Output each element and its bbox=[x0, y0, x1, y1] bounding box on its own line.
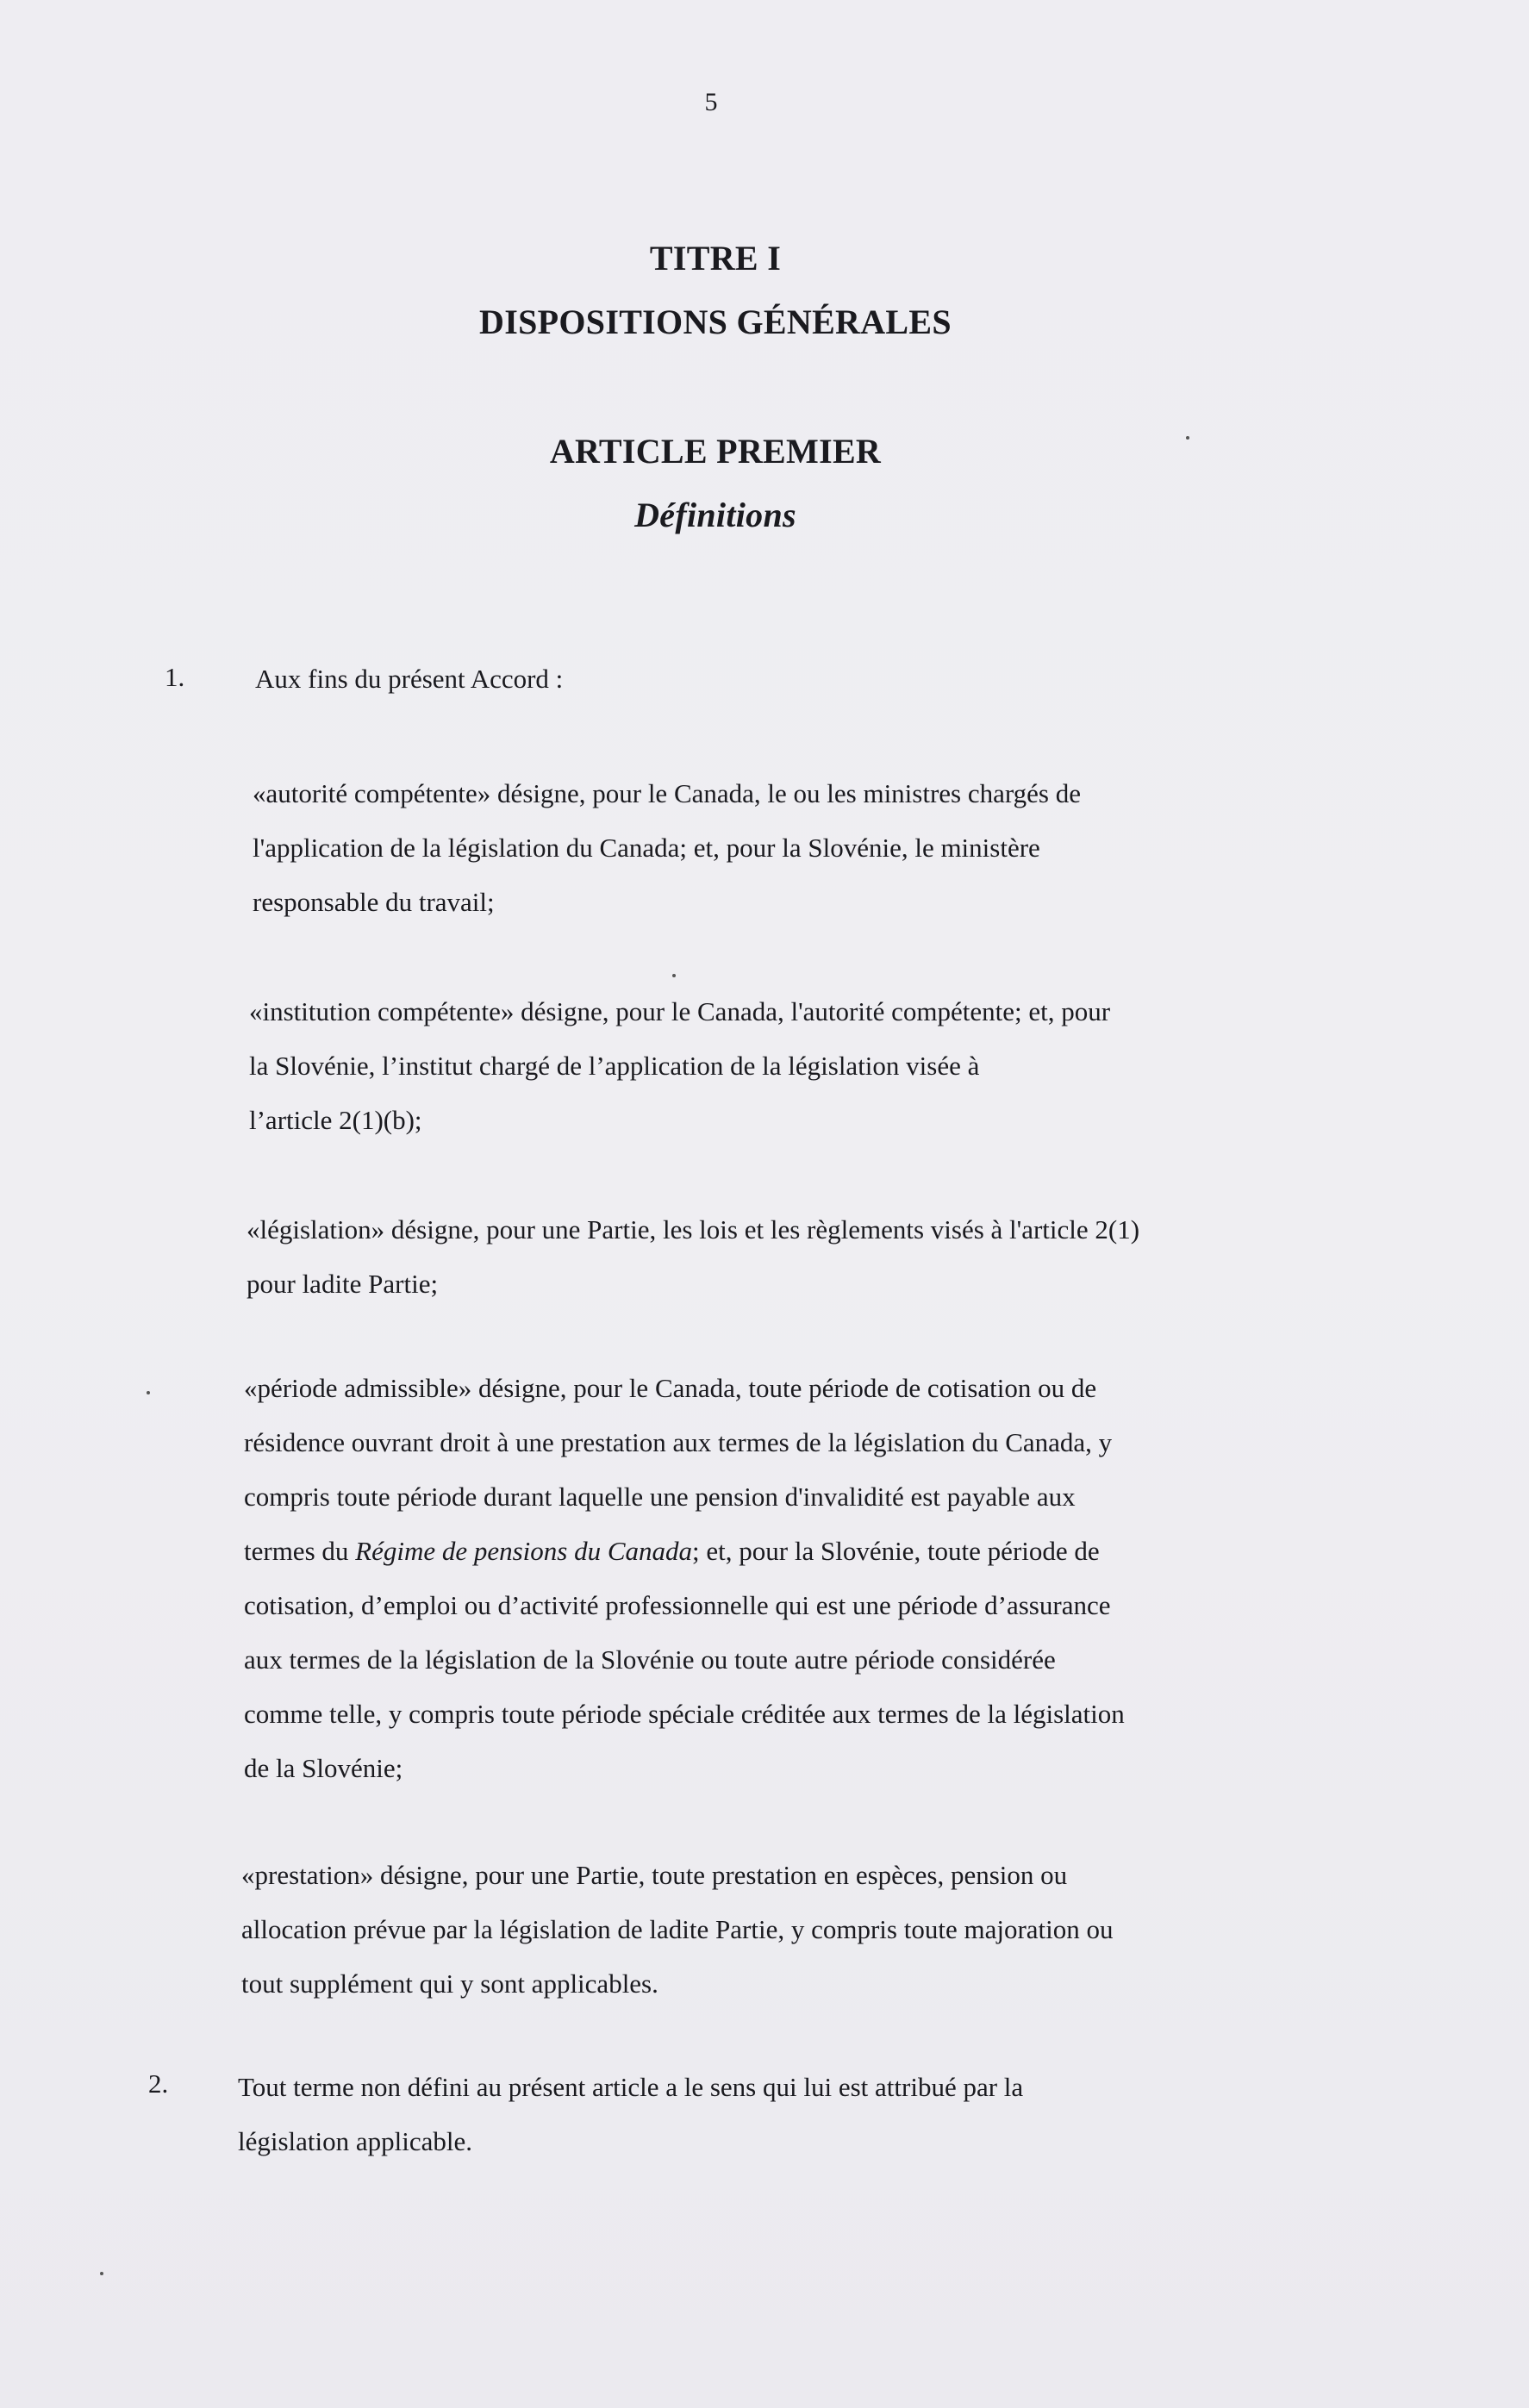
text-run: ; et, pour la Slovénie, toute période de bbox=[692, 1536, 1100, 1566]
text-run: termes du bbox=[244, 1536, 356, 1566]
paragraph-line: législation applicable. bbox=[238, 2126, 473, 2156]
definition-autorite-competente bbox=[253, 766, 1081, 929]
definition-line: comme telle, y compris toute période spéciale créditée aux termes de la législation bbox=[244, 1699, 1125, 1729]
definition-line: cotisation, d’emploi ou d’activité professionnelle qui est une période d’assurance bbox=[244, 1590, 1111, 1620]
definition-line: pour ladite Partie; bbox=[247, 1269, 439, 1299]
article-subtitle: Définitions bbox=[634, 496, 796, 534]
italic-statute-name: Régime de pensions du Canada bbox=[355, 1536, 693, 1566]
definition-line: «autorité compétente» désigne, pour le Canada, le ou les ministres chargés de bbox=[253, 778, 1081, 808]
definition-line: «législation» désigne, pour une Partie, les lois et les règlements visés à l'article 2(1) bbox=[247, 1214, 1140, 1245]
scan-speck bbox=[100, 2272, 103, 2275]
page-number: 5 bbox=[704, 88, 718, 116]
paragraph-1-intro: Aux fins du présent Accord : bbox=[255, 664, 564, 694]
definition-line: responsable du travail; bbox=[253, 887, 495, 917]
title-subheading: DISPOSITIONS GÉNÉRALES bbox=[479, 303, 952, 341]
definition-line: allocation prévue par la législation de ladite Partie, y compris toute majoration ou bbox=[241, 1914, 1114, 1944]
scan-speck bbox=[672, 974, 676, 977]
scan-speck bbox=[1186, 436, 1189, 440]
definition-line: résidence ouvrant droit à une prestation aux termes de la législation du Canada, y bbox=[244, 1427, 1113, 1457]
definition-line: compris toute période durant laquelle une pension d'invalidité est payable aux bbox=[244, 1482, 1076, 1512]
paragraph-line: Tout terme non défini au présent article a le sens qui lui est attribué par la bbox=[238, 2072, 1024, 2102]
definition-prestation bbox=[241, 1848, 1114, 2011]
article-heading: ARTICLE PREMIER bbox=[549, 432, 882, 471]
definition-line: de la Slovénie; bbox=[244, 1753, 403, 1783]
definition-line: aux termes de la législation de la Slovénie ou toute autre période considérée bbox=[244, 1644, 1056, 1675]
definition-line: l’article 2(1)(b); bbox=[249, 1105, 422, 1135]
paragraph-number-2: 2. bbox=[148, 2068, 169, 2099]
definition-line: l'application de la législation du Canada; et, pour la Slovénie, le ministère bbox=[253, 833, 1040, 863]
definition-line: tout supplément qui y sont applicables. bbox=[241, 1968, 658, 1999]
definition-legislation bbox=[247, 1202, 1139, 1311]
definition-line: «prestation» désigne, pour une Partie, toute prestation en espèces, pension ou bbox=[241, 1860, 1068, 1890]
scan-speck bbox=[147, 1391, 150, 1394]
paragraph-2-text bbox=[238, 2060, 1023, 2168]
definition-institution-competente bbox=[249, 984, 1110, 1147]
definition-periode-admissible bbox=[244, 1361, 1125, 1795]
definition-line-with-italic bbox=[244, 1524, 1125, 1578]
definition-line: la Slovénie, l’institut chargé de l’application de la législation visée à bbox=[249, 1051, 980, 1081]
definition-line: «période admissible» désigne, pour le Canada, toute période de cotisation ou de bbox=[244, 1373, 1097, 1403]
paragraph-number-1: 1. bbox=[165, 662, 185, 692]
title-heading: TITRE I bbox=[649, 239, 782, 278]
definition-line: «institution compétente» désigne, pour le Canada, l'autorité compétente; et, pour bbox=[249, 996, 1111, 1026]
